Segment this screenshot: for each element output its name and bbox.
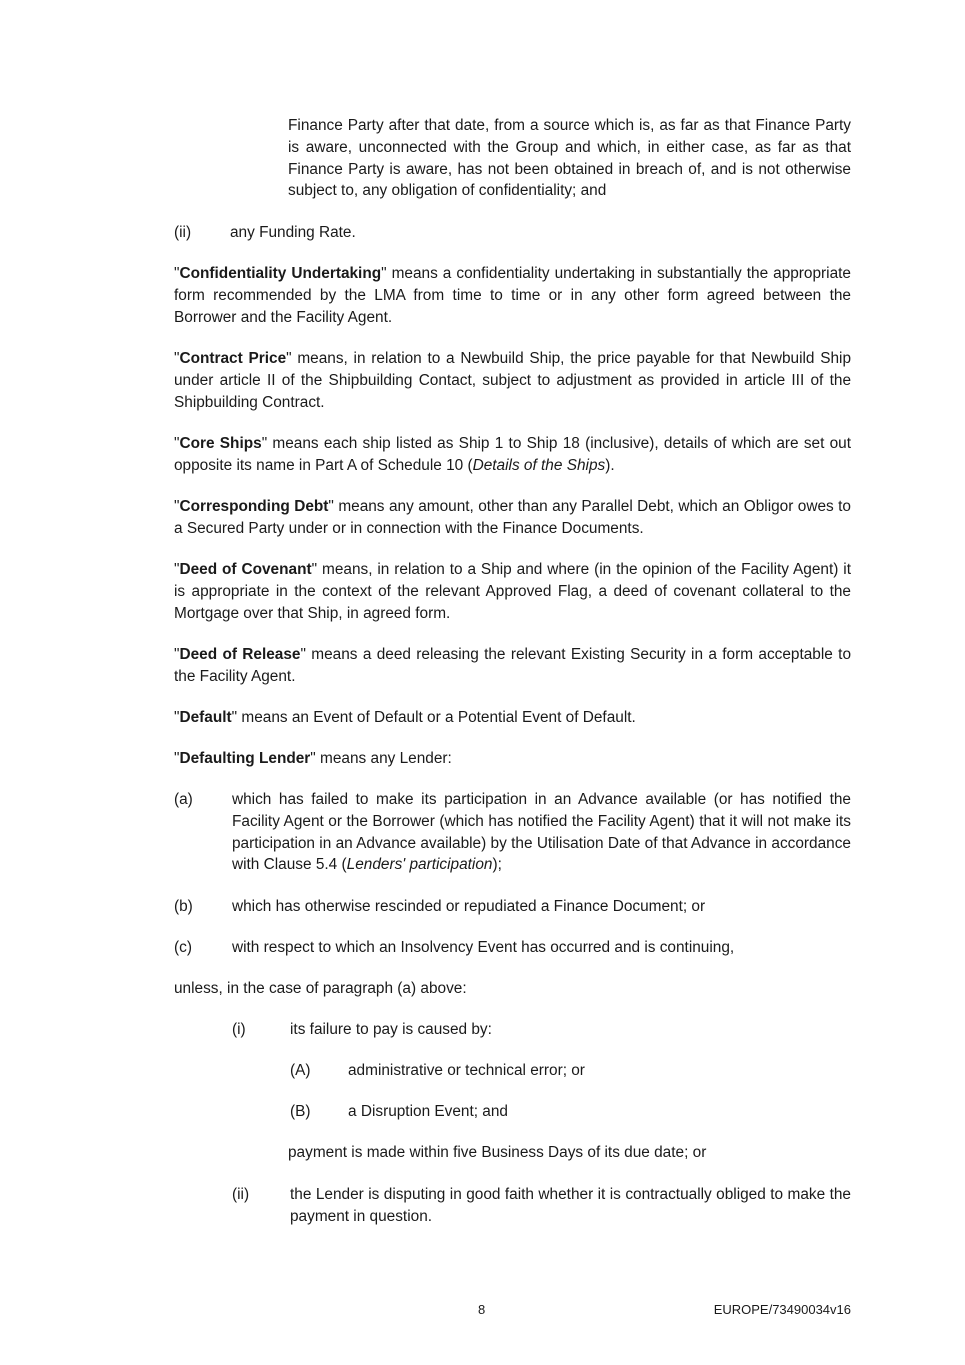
definition-core-ships: "Core Ships" means each ship listed as Ship 1 to Ship 18 (inclusive), details of which are set out opposite its name in Part A of Schedule 10 (Details of the Ships). xyxy=(174,435,851,474)
sub-ii-text: the Lender is disputing in good faith whether it is contractually obliged to make the payment in question. xyxy=(290,1186,851,1225)
definition-defaulting-lender: "Defaulting Lender" means any Lender: xyxy=(174,750,452,767)
term: Contract Price xyxy=(179,350,287,367)
sub-label-i: (i) xyxy=(232,1021,246,1038)
payment-paragraph: payment is made within five Business Days of its due date; or xyxy=(288,1144,707,1161)
subsub-label-B: (B) xyxy=(290,1103,311,1120)
definition-contract-price: "Contract Price" means, in relation to a Newbuild Ship, the price payable for that Newbuild Ship under article II of the Shipbuilding Contact, subject to adjustment as provided in article III of the Shipbuilding Contract. xyxy=(174,350,852,411)
definition-default: "Default" means an Event of Default or a Potential Event of Default. xyxy=(174,709,636,726)
sub-i-text: its failure to pay is caused by: xyxy=(290,1021,492,1038)
unless-paragraph: unless, in the case of paragraph (a) above: xyxy=(174,980,467,997)
term: Core Ships xyxy=(179,435,262,452)
definition-corresponding-debt: "Corresponding Debt" means any amount, other than any Parallel Debt, which an Obligor owes to a Secured Party under or in connection with the Finance Documents. xyxy=(174,498,851,537)
definition-deed-of-release: "Deed of Release" means a deed releasing the relevant Existing Security in a form acceptable to the Facility Agent. xyxy=(174,646,851,685)
subsub-B-text: a Disruption Event; and xyxy=(348,1103,508,1120)
item-b-text: which has otherwise rescinded or repudiated a Finance Document; or xyxy=(232,898,706,915)
continuation-paragraph: Finance Party after that date, from a source which is, as far as that Finance Party is aware, unconnected with the Group and which, in either case, as far as that Finance Party is aware, has not been obtained in breach of, and is not otherwise subject to, any obligation of confidentiality; and xyxy=(288,117,851,200)
definition-confidentiality-undertaking: "Confidentiality Undertaking" means a confidentiality undertaking in substantially the appropriate form recommended by the LMA from time to time or in any other form agreed between the Borrower and the Facility Agent. xyxy=(174,265,851,326)
definition-deed-of-covenant: "Deed of Covenant" means, in relation to a Ship and where (in the opinion of the Facility Agent) it is appropriate in the context of the relevant Approved Flag, a deed of covenant collateral to the Mortgage over that Ship, in agreed form. xyxy=(174,561,851,622)
item-a-text: which has failed to make its participation in an Advance available (or has notified the Facility Agent or the Borrower (which has notified the Facility Agent) that it will not make its participation in an Advance available) by the Utilisation Date of that Advance in accordance with Clause 5.4 (Lenders' participation); xyxy=(232,791,851,874)
term: Deed of Release xyxy=(179,646,301,663)
item-label-ii: (ii) xyxy=(174,224,192,241)
item-label-c: (c) xyxy=(174,939,192,956)
subsub-label-A: (A) xyxy=(290,1062,311,1079)
term: Corresponding Debt xyxy=(179,498,329,515)
term: Confidentiality Undertaking xyxy=(179,265,382,282)
item-c-text: with respect to which an Insolvency Event has occurred and is continuing, xyxy=(232,939,735,956)
item-label-a: (a) xyxy=(174,791,193,808)
item-ii-text: any Funding Rate. xyxy=(230,224,356,241)
subsub-A-text: administrative or technical error; or xyxy=(348,1062,585,1079)
term: Default xyxy=(179,709,232,726)
item-label-b: (b) xyxy=(174,898,193,915)
sub-label-ii: (ii) xyxy=(232,1186,250,1203)
term: Deed of Covenant xyxy=(179,561,312,578)
page-number: 8 xyxy=(478,1302,486,1317)
document-reference: EUROPE/73490034v16 xyxy=(713,1302,851,1317)
term: Defaulting Lender xyxy=(179,750,311,767)
